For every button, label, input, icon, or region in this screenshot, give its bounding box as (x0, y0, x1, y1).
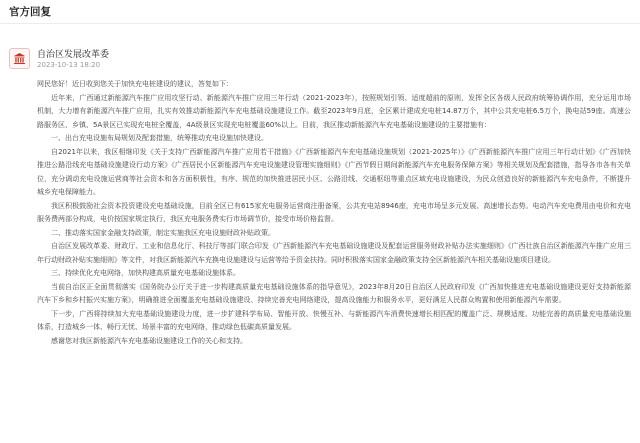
paragraph-1: 近年来，广西通过新能源汽车推广应用攻坚行动、新能源汽车推广应用三年行动（2021-2023年），按照规划引领、适度超前的原则，发挥全区各级人民政府统筹协调作用，充分运用市场机制，大力增有新能源汽车推广应用，扎实有效推动新能源汽车充电基础设施建设工作。截至2023年9月底，全区累计建成充电桩14.87万个，其中公共充电桩6.5万个，换电站59座。高速公路服务区、乡镇、5A景区已实现充电桩全覆盖，4A级景区实现充电桩覆盖60%以上。目前，我区推动新能源汽车充电基础设施建设的主要措施有： (37, 93, 631, 129)
reply-timestamp: 2023-10-13 18:20 (37, 61, 101, 69)
org-avatar (9, 48, 30, 69)
reply-content (37, 78, 631, 348)
paragraph-2: 自2021年以来，我区相继印发《关于支持广西新能源汽车推广应用若干措施》《广西新能源汽车充电基础设施规划（2021-2025年）》《广西新能源汽车推广应用三年行动计划》《广西加快推进公路沿线充电基础设施建设行动方案》《广西居民小区新能源汽车充电设施建设管理实施细则》《广西节假日期间新能源汽车充电服务保障方案》等相关规划及配套措施，指导各市各有关单位，充分调动充电设施运营商等社会资本和各方面积极性，有序、规范的加快推进居民小区、公路沿线、交通枢纽等重点区域充电设施建设，为民众创造良好的新能源汽车充电条件，不断提升城乡充电保障能力。 (37, 147, 631, 196)
building-icon (13, 52, 26, 65)
paragraph-5: 当前自治区正全面贯彻落实《国务院办公厅关于进一步构建高质量充电基础设施体系的指导意见》，2023年8月20日自治区人民政府印发《广西加快推进充电基础设施建设更好支持新能源汽车下乡和乡村振兴实施方案》，明确推进全面覆盖充电基础设施建设、持续完善充电网络建设，提高设施能力和服务水平，更好满足人民群众购置和使用新能源汽车需要。 (37, 282, 631, 304)
paragraph-6: 下一步，广西将持续加大充电基础设施建设力度，进一步扩建科学布局、智能开放、快慢互补、与新能源汽车消费快速增长相匹配的覆盖广泛、规模适度、功能完善的高质量充电基础设施体系，打造城乡一体、畅行无忧、场景丰富的充电网络，推动绿色低碳高质量发展。 (37, 309, 631, 331)
paragraph-7: 感谢您对我区新能源汽车充电基础设施建设工作的关心和支持。 (51, 336, 247, 345)
org-name: 自治区发展改革委 (37, 50, 110, 60)
heading-3: 三、持续优化充电网络，加快构建高质量充电基础设施体系。 (51, 269, 240, 277)
paragraph-3: 我区积极鼓励社会资本投资建设充电基础设施，目前全区已有615家充电服务运营商注册备案，公共充电站8946座，充电市场呈多元发展、高速增长态势。电动汽车充电费用由电价和充电服务费两部分构成，电价按国家规定执行，我区充电服务费实行市场调节价，接受市场价格监督。 (37, 201, 631, 223)
divider (0, 23, 640, 24)
section-title: 官方回复 (9, 6, 51, 18)
heading-2: 二、推动落实国家金融支持政策，制定实施我区充电设施财政补贴政策。 (51, 228, 275, 237)
paragraph-4: 自治区发展改革委、财政厅、工业和信息化厅、科技厅等部门联合印发《广西新能源汽车充电基础设施建设及配套运营服务财政补贴办法实施细则》《广西壮族自治区新能源汽车推广应用三年行动财政补贴实施细则》等文件，对我区新能源汽车充换电设施建设与运营等给予资金扶持。同时积极落实国家金融政策支持全区新能源汽车相关基础设施项目建设。 (37, 242, 631, 264)
greeting-text: 网民您好！近日收到您关于加快充电桩建设的建议，答复如下： (37, 80, 233, 88)
heading-1: 一、出台充电设施布局规划及配套措施，统筹推动充电设施加快建设。 (51, 134, 268, 142)
